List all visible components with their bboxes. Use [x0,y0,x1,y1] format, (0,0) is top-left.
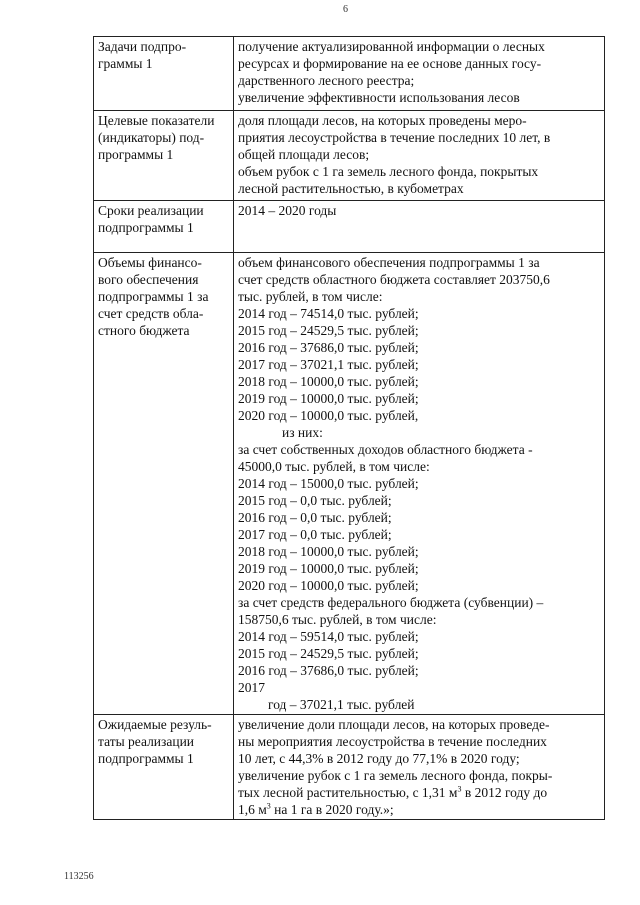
content-line: лесной растительностью, в кубометрах [238,181,464,196]
content-line: увеличение эффективности использования лесов [238,90,520,105]
row-label-line: Задачи подпро- [98,39,187,54]
row-label-line: Ожидаемые резуль- [98,717,212,732]
content-line: 2015 год – 24529,5 тыс. рублей; [238,646,419,661]
row-label-line: Объемы финансо- [98,255,202,270]
content-line: 2019 год – 10000,0 тыс. рублей; [238,391,419,406]
content-fragment: 1,6 м [238,802,267,817]
row-content-cell [234,715,605,820]
content-line: 45000,0 тыс. рублей, в том числе: [238,459,430,474]
row-label-line: Сроки реализации [98,203,204,218]
content-line: ны мероприятия лесоустройства в течение последних [238,734,547,749]
content-line: за счет собственных доходов областного бюджета - [238,442,533,457]
content-line: 2014 год – 59514,0 тыс. рублей; [238,629,419,644]
content-line: 158750,6 тыс. рублей, в том числе: [238,612,437,627]
row-label-cell [94,253,234,715]
page-number: 6 [343,4,348,15]
row-content-cell [234,37,605,111]
content-line: 2016 год – 37686,0 тыс. рублей; [238,340,419,355]
content-line: 2014 год – 74514,0 тыс. рублей; [238,306,419,321]
content-line [238,784,601,801]
table-row [94,253,605,715]
table-row [94,201,605,253]
content-line: за счет средств федерального бюджета (субвенции) – [238,595,544,610]
content-line: увеличение доли площади лесов, на которых проведе- [238,717,550,732]
content-line: 2016 год – 37686,0 тыс. рублей; [238,663,419,678]
document-id: 113256 [64,871,94,882]
row-label-line: подпрограммы 1 за [98,289,209,304]
content-line: ресурсах и формирование на ее основе данных госу- [238,56,542,71]
table-row [94,715,605,820]
row-label-line: подпрограммы 1 [98,751,194,766]
content-line: 2020 год – 10000,0 тыс. рублей; [238,578,419,593]
content-line: получение актуализированной информации о лесных [238,39,545,54]
content-line: общей площади лесов; [238,147,370,162]
row-content-cell [234,201,605,253]
content-line: год – 37021,1 тыс. рублей [268,697,415,712]
content-line: тыс. рублей, в том числе: [238,289,383,304]
row-label-line: стного бюджета [98,323,190,338]
content-line: приятия лесоустройства в течение последних 10 лет, в [238,130,551,145]
content-fragment: на 1 га в 2020 году.»; [270,802,394,817]
content-line: 2020 год – 10000,0 тыс. рублей, [238,408,419,423]
row-label-line: (индикаторы) под- [98,130,205,145]
content-line: дарственного лесного реестра; [238,73,415,88]
row-label-line: Целевые показатели [98,113,215,128]
row-content-cell [234,253,605,715]
content-fragment: в 2012 году до [461,785,548,800]
content-line: 2018 год – 10000,0 тыс. рублей; [238,374,419,389]
row-label-line: таты реализации [98,734,195,749]
content-line: объем рубок с 1 га земель лесного фонда, покрытых [238,164,539,179]
superscript: 3 [457,784,462,794]
row-label-line: вого обеспечения [98,272,199,287]
row-label-line: подпрограммы 1 [98,220,194,235]
row-label-line: счет средств обла- [98,306,204,321]
content-line: 2016 год – 0,0 тыс. рублей; [238,510,392,525]
content-line: увеличение рубок с 1 га земель лесного фонда, покры- [238,768,553,783]
content-line: 2019 год – 10000,0 тыс. рублей; [238,561,419,576]
content-line: счет средств областного бюджета составляет 203750,6 [238,272,550,287]
row-label-cell [94,37,234,111]
content-line: 2017 [238,680,265,695]
row-label-cell [94,715,234,820]
content-line: 2015 год – 24529,5 тыс. рублей; [238,323,419,338]
superscript: 3 [266,801,271,811]
table-row [94,111,605,201]
subprogram-passport-table [93,36,605,820]
row-label-line: программы 1 [98,147,174,162]
content-line: 2017 год – 0,0 тыс. рублей; [238,527,392,542]
content-line: объем финансового обеспечения подпрограммы 1 за [238,255,540,270]
row-label-cell [94,201,234,253]
content-line: доля площади лесов, на которых проведены меро- [238,113,527,128]
table-row [94,37,605,111]
content-line: 10 лет, с 44,3% в 2012 году до 77,1% в 2020 году; [238,751,520,766]
content-fragment: тых лесной растительностью, с 1,31 м [238,785,458,800]
content-line: 2017 год – 37021,1 тыс. рублей; [238,357,419,372]
content-line: из них: [282,425,323,440]
content-line: 2018 год – 10000,0 тыс. рублей; [238,544,419,559]
content-line: 2015 год – 0,0 тыс. рублей; [238,493,392,508]
content-line: 2014 – 2020 годы [238,203,337,218]
row-label-line: граммы 1 [98,56,153,71]
row-label-cell [94,111,234,201]
row-content-cell [234,111,605,201]
content-line [238,801,601,818]
content-line: 2014 год – 15000,0 тыс. рублей; [238,476,419,491]
